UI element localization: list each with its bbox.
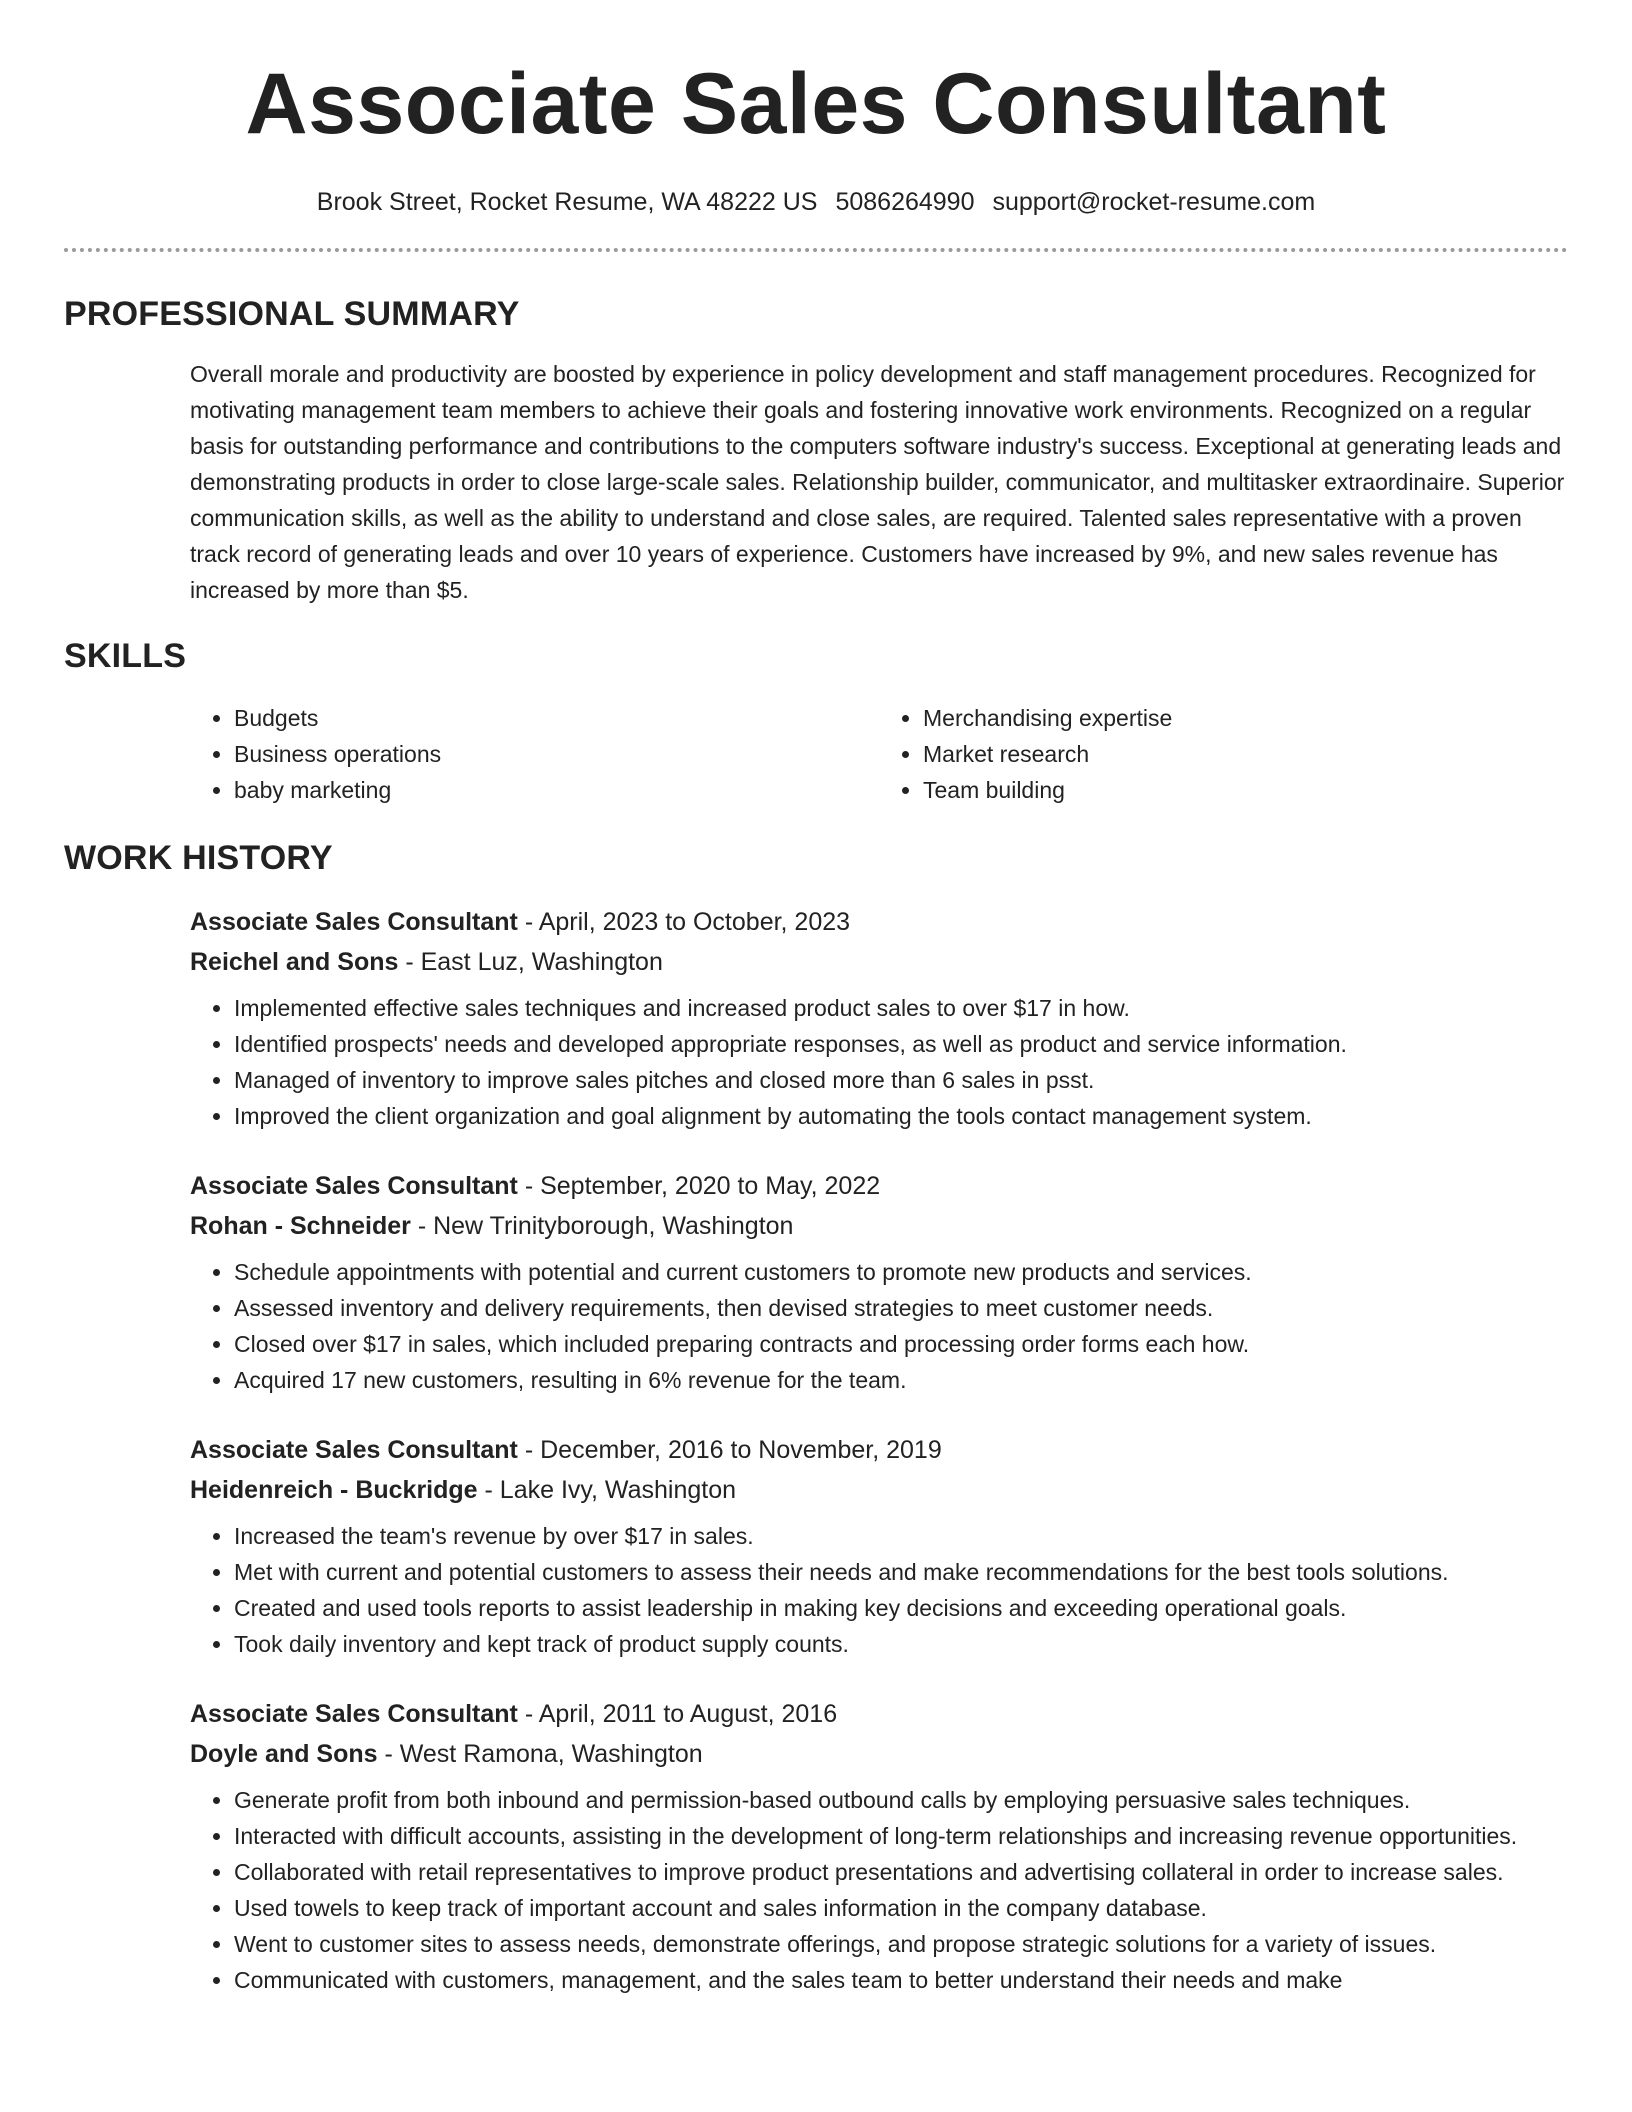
summary-text: Overall morale and productivity are boosted by experience in policy development and staff management procedures. Recognized for motivating management team members to achieve their goals and fostering innovative work environments. Recognized on a regular basis for outstanding performance and contributions to the computers software industry's success. Exceptional at generating leads and demonstrating products in order to close large-scale sales. Relationship builder, communicator, and multitasker extraordinaire. Superior communication skills, as well as the ability to understand and close sales, are required. Talented sales representative with a proven track record of generating leads and over 10 years of experience. Customers have increased by 9%, and new sales revenue has increased by more than $5. <box>190 361 1565 603</box>
job-bullet: • Used towels to keep track of important account and sales information in the company database. <box>234 1890 1568 1926</box>
job-bullets <box>190 1782 1568 1998</box>
skills-section <box>64 636 1568 808</box>
contact-email: support@rocket-resume.com <box>992 188 1316 216</box>
skill-item: • Budgets <box>234 700 879 736</box>
resume-header <box>64 0 1568 252</box>
job-bullet: • Schedule appointments with potential and current customers to promote new products and services. <box>234 1254 1568 1290</box>
job-company-line <box>190 1206 1568 1246</box>
job-bullet: • Improved the client organization and goal alignment by automating the tools contact management system. <box>234 1098 1568 1134</box>
job-bullet: • Interacted with difficult accounts, assisting in the development of long-term relationships and increasing revenue opportunities. <box>234 1818 1568 1854</box>
skill-item: • baby marketing <box>234 772 879 808</box>
job-company-line <box>190 942 1568 982</box>
skills-list <box>190 700 1568 808</box>
job-title: Associate Sales Consultant <box>190 1436 518 1464</box>
job-bullet: • Closed over $17 in sales, which included preparing contracts and processing order forms each how. <box>234 1326 1568 1362</box>
job-bullet: • Went to customer sites to assess needs, demonstrate offerings, and propose strategic solutions for a variety of issues. <box>234 1926 1568 1962</box>
job-company: Rohan - Schneider <box>190 1212 411 1240</box>
job-company-line <box>190 1734 1568 1774</box>
skill-item: • Business operations <box>234 736 879 772</box>
job-company: Heidenreich - Buckridge <box>190 1476 478 1504</box>
job-location: - East Luz, Washington <box>398 948 663 976</box>
header-divider <box>64 248 1568 252</box>
job-bullet: • Acquired 17 new customers, resulting in 6% revenue for the team. <box>234 1362 1568 1398</box>
job-dates: - December, 2016 to November, 2019 <box>517 1436 942 1464</box>
job-location: - Lake Ivy, Washington <box>477 1476 737 1504</box>
section-title-summary: PROFESSIONAL SUMMARY <box>64 295 520 333</box>
job-title-line <box>190 1694 1568 1734</box>
job-bullets <box>190 1518 1568 1662</box>
job-title: Associate Sales Consultant <box>190 908 518 936</box>
candidate-name: Associate Sales Consultant <box>245 56 1387 152</box>
job-company-line <box>190 1470 1568 1510</box>
job-bullet: • Collaborated with retail representatives to improve product presentations and advertising collateral in order to increase sales. <box>234 1854 1568 1890</box>
job-location: - New Trinityborough, Washington <box>410 1212 794 1240</box>
job-title-line <box>190 1430 1568 1470</box>
job-dates: - September, 2020 to May, 2022 <box>517 1172 881 1200</box>
job-dates: - April, 2023 to October, 2023 <box>517 908 851 936</box>
contact-line <box>64 184 1568 220</box>
job-entry <box>190 902 1568 1134</box>
job-title-line <box>190 1166 1568 1206</box>
job-title: Associate Sales Consultant <box>190 1172 518 1200</box>
skill-item: • Market research <box>923 736 1568 772</box>
job-company: Doyle and Sons <box>190 1740 378 1768</box>
job-bullet: • Managed of inventory to improve sales pitches and closed more than 6 sales in psst. <box>234 1062 1568 1098</box>
job-entry <box>190 1694 1568 1998</box>
job-bullet: • Identified prospects' needs and developed appropriate responses, as well as product and service information. <box>234 1026 1568 1062</box>
skill-item: • Team building <box>923 772 1568 808</box>
job-bullet: • Increased the team's revenue by over $17 in sales. <box>234 1518 1568 1554</box>
job-bullet: • Generate profit from both inbound and permission-based outbound calls by employing persuasive sales techniques. <box>234 1782 1568 1818</box>
job-bullet: • Implemented effective sales techniques and increased product sales to over $17 in how. <box>234 990 1568 1026</box>
section-title-skills: SKILLS <box>64 637 187 675</box>
professional-summary-section <box>64 294 1568 608</box>
skill-item: • Merchandising expertise <box>923 700 1568 736</box>
job-bullets <box>190 990 1568 1134</box>
summary-body <box>190 356 1568 608</box>
job-dates: - April, 2011 to August, 2016 <box>517 1700 838 1728</box>
job-title: Associate Sales Consultant <box>190 1700 518 1728</box>
job-title-line <box>190 902 1568 942</box>
contact-address: Brook Street, Rocket Resume, WA 48222 US <box>316 188 818 216</box>
job-entry <box>190 1166 1568 1398</box>
skills-column-left <box>190 700 879 808</box>
skills-column-right <box>879 700 1568 808</box>
job-entry <box>190 1430 1568 1662</box>
job-bullet: • Took daily inventory and kept track of product supply counts. <box>234 1626 1568 1662</box>
section-title-work: WORK HISTORY <box>64 839 333 877</box>
job-bullets <box>190 1254 1568 1398</box>
job-location: - West Ramona, Washington <box>377 1740 703 1768</box>
job-bullet: • Communicated with customers, management, and the sales team to better understand their needs and make <box>234 1962 1568 1998</box>
job-bullet: • Met with current and potential customers to assess their needs and make recommendations for the best tools solutions. <box>234 1554 1568 1590</box>
contact-phone: 5086264990 <box>835 188 975 216</box>
work-history-section <box>64 838 1568 1998</box>
job-bullet: • Assessed inventory and delivery requirements, then devised strategies to meet customer needs. <box>234 1290 1568 1326</box>
job-company: Reichel and Sons <box>190 948 399 976</box>
job-bullet: • Created and used tools reports to assist leadership in making key decisions and exceeding operational goals. <box>234 1590 1568 1626</box>
